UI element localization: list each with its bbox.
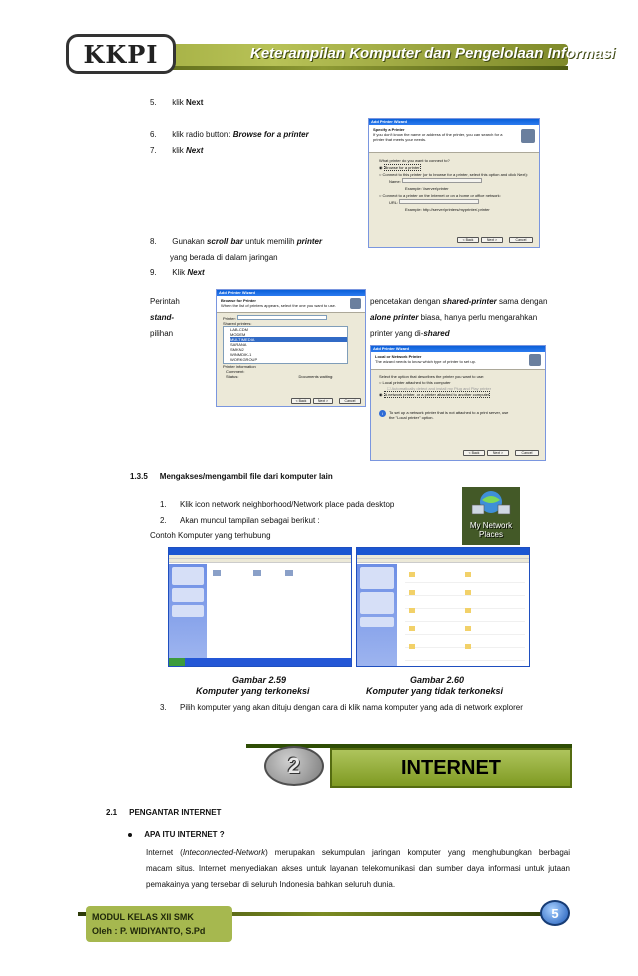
radio-local[interactable]: ○ Local printer attached to this computer	[379, 380, 451, 385]
url-field[interactable]	[399, 199, 479, 204]
printer-icon	[521, 129, 535, 143]
computer-icon[interactable]	[285, 570, 293, 576]
taskbar	[169, 658, 351, 666]
section-21-heading: 2.1 PENGANTAR INTERNET	[106, 808, 222, 817]
list-item[interactable]: WINMDIK-1	[230, 352, 252, 357]
checkbox-plug-play[interactable]: ☐ Automatically detect and install my Plug and Play printer	[387, 386, 492, 391]
window-titlebar	[169, 548, 351, 555]
kkpi-logo: KKPI	[66, 34, 176, 74]
list-item[interactable]: SMKN2	[230, 347, 244, 352]
list-item[interactable]: WORKGROUP	[230, 357, 258, 362]
step-8-line2: yang berada di dalam jaringan	[170, 253, 278, 262]
step-9: 9. Klik Next	[150, 268, 205, 277]
info-icon: i	[379, 410, 386, 417]
next-button[interactable]: Next >	[487, 450, 509, 456]
list-item[interactable]: MODEM	[230, 332, 246, 337]
shared-printer-list[interactable]	[223, 326, 348, 364]
wizard-header: Local or Network Printer The wizard needs to know which type of printer to set up.	[371, 352, 545, 370]
para-left-1: Perintah	[150, 297, 180, 306]
step-5: 5. klik Next	[150, 98, 204, 107]
section-135-heading: 1.3.5 Mengakses/mengambil file dari komputer lain	[130, 472, 333, 481]
printer-field[interactable]	[237, 315, 327, 320]
para-right-1: pencetakan dengan shared-printer sama dengan	[370, 297, 548, 306]
body-line-3: pemakainya yang tersebar di seluruh Indonesia bahkan seluruh dunia.	[146, 880, 396, 889]
para-left-2: stand-	[150, 313, 174, 322]
step-c-1: 1. Klik icon network neighborhood/Network place pada desktop	[160, 500, 395, 509]
para-left-3: pilihan	[150, 329, 174, 338]
fig-2-60-number: Gambar 2.60	[410, 675, 465, 685]
radio-browse[interactable]: ◉ Browse for a printer	[379, 165, 420, 170]
footer-box	[86, 906, 232, 942]
browse-printer-screenshot: Add Printer Wizard Browse for Printer When the list of printers appears, select the one you want to use. Printer: Shared printers: LAB-CDM MODEM MULTIMEDIA SARANA SMKN2 WINMDIK-1 WORKGROUP Printer information Comment: Status: Documents waiting: < Back Next > Cancel	[216, 289, 366, 407]
radio-network[interactable]: ◉ A network printer, or a printer attached to another computer	[379, 392, 490, 397]
network-places-icon[interactable]	[462, 487, 520, 545]
network-disconnected-screenshot	[356, 547, 530, 667]
para-right-2: alone printer biasa, hanya perlu mengarahkan	[370, 313, 538, 322]
computer-icon[interactable]	[253, 570, 261, 576]
network-connected-screenshot	[168, 547, 352, 667]
specify-printer-screenshot: Add Printer Wizard Specify a Printer If you don't know the name or address of the printer, you can search for a printer that meets your needs. What printer do you want to connect to? ◉ Browse for a printer ○ Connect to this printer (or to browse for a printer, select this option and click Next): Name: Example: \\server\printer ○ Connect to a printer on the Internet or on a home or office network: URL: Example: http://server/printers/myprinter/.printer < Back Next > Cancel	[368, 118, 540, 248]
header-title: Keterampilan Komputer dan Pengelolaan Informasi	[250, 45, 616, 62]
folder-list	[405, 570, 525, 662]
fig-2-60-caption: Komputer yang tidak terkoneksi	[366, 686, 504, 696]
bullet-apa-itu: APA ITU INTERNET ?	[128, 830, 225, 840]
cancel-button[interactable]: Cancel	[515, 450, 539, 456]
chapter-title: INTERNET	[330, 748, 572, 788]
step-6: 6. klik radio button: Browse for a printer	[150, 130, 309, 139]
para-right-3: printer yang di-shared	[370, 329, 450, 338]
back-button[interactable]: < Back	[457, 237, 479, 243]
window-titlebar: Add Printer Wizard	[217, 290, 365, 296]
step-8: 8. Gunakan scroll bar untuk memilih printer	[150, 237, 323, 246]
step-d-3: 3. Pilih komputer yang akan dituju dengan cara di klik nama komputer yang ada di network explorer	[160, 703, 523, 712]
task-pane	[357, 564, 397, 666]
wizard-header: Browse for Printer When the list of printers appears, select the one you want to use.	[217, 296, 365, 313]
step-7: 7. klik Next	[150, 146, 204, 155]
printer-icon	[529, 354, 541, 366]
contoh-label: Contoh Komputer yang terhubung	[150, 531, 271, 540]
wizard-header: Specify a Printer If you don't know the name or address of the printer, you can search for a printer that meets your needs.	[369, 125, 539, 153]
radio-connect[interactable]: ○ Connect to this printer (or to browse for a printer, select this option and click Next):	[379, 172, 528, 177]
cancel-button[interactable]: Cancel	[509, 237, 533, 243]
next-button[interactable]: Next >	[313, 398, 333, 404]
step-c-2: 2. Akan muncul tampilan sebagai berikut :	[160, 516, 320, 525]
back-button[interactable]: < Back	[463, 450, 485, 456]
fig-2-59-number: Gambar 2.59	[232, 675, 287, 685]
fig-2-59-caption: Komputer yang terkoneksi	[196, 686, 310, 696]
body-line-2: macam situs. Internet menyediakan akses untuk layanan telekomunikasi dan sumber daya informasi untuk jutaan	[146, 864, 570, 873]
window-titlebar	[357, 548, 529, 555]
back-button[interactable]: < Back	[291, 398, 311, 404]
list-item[interactable]: LAB-CDM	[230, 327, 249, 332]
toolbar	[357, 559, 529, 563]
chapter-number: 2	[264, 746, 324, 786]
body-line-1: Internet (Inteconnected-Network) merupakan sekumpulan jaringan komputer yang menghubungkan berbagai	[146, 848, 570, 857]
window-titlebar: Add Printer Wizard	[371, 346, 545, 352]
computer-icon[interactable]	[213, 570, 221, 576]
page-number: 5	[540, 900, 570, 926]
cancel-button[interactable]: Cancel	[339, 398, 361, 404]
local-network-printer-screenshot: Add Printer Wizard Local or Network Printer The wizard needs to know which type of printer to set up. Select the option that describes the printer you want to use: ○ Local printer attached to this computer ☐ Automatically detect and install my Plug and Play printer ◉ A network printer, or a printer attached to another computer i To set up a network printer that is not attached to a print server, use the "Local printer" option. < Back Next > Cancel	[370, 345, 546, 461]
task-pane	[169, 564, 207, 658]
footer-module: MODUL KELAS XII SMK	[92, 912, 194, 922]
toolbar	[169, 559, 351, 563]
list-item[interactable]: SARANA	[230, 342, 247, 347]
network-places-label: My Network Places	[469, 521, 513, 539]
bullet-dot-icon	[128, 833, 132, 837]
window-titlebar: Add Printer Wizard	[369, 119, 539, 125]
list-item[interactable]: MULTIMEDIA	[230, 337, 347, 342]
name-field[interactable]	[402, 178, 482, 183]
printer-icon	[350, 298, 361, 309]
footer-author: Oleh : P. WIDIYANTO, S.Pd	[92, 926, 206, 936]
next-button[interactable]: Next >	[481, 237, 503, 243]
radio-internet[interactable]: ○ Connect to a printer on the Internet or on a home or office network:	[379, 193, 501, 198]
